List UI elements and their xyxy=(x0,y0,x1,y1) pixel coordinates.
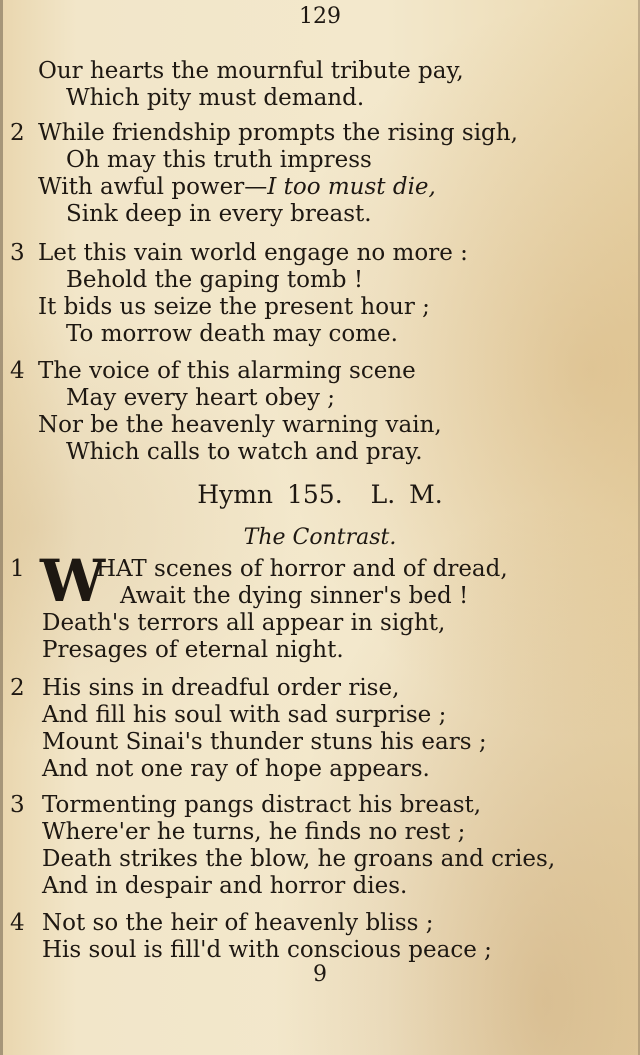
hymn-subtitle: The Contrast. xyxy=(243,525,397,550)
verse-line: Nor be the heavenly warning vain, xyxy=(38,412,442,438)
page-number: 129 xyxy=(299,4,341,29)
verse-line: His soul is fill'd with conscious peace ; xyxy=(42,937,492,963)
stanza-number: 2 xyxy=(10,120,25,146)
verse-line: While friendship prompts the rising sigh, xyxy=(38,120,518,146)
verse-line xyxy=(38,174,436,200)
stanza-number: 3 xyxy=(10,240,25,266)
verse-line: To morrow death may come. xyxy=(66,321,398,347)
verse-line: Let this vain world engage no more : xyxy=(38,240,468,266)
verse-line: Our hearts the mournful tribute pay, xyxy=(38,58,464,84)
hymn-heading xyxy=(0,480,640,509)
stanza-number: 1 xyxy=(10,556,25,582)
verse-line: His sins in dreadful order rise, xyxy=(42,675,400,701)
verse-line: And fill his soul with sad surprise ; xyxy=(42,702,447,728)
verse-line: HAT scenes of horror and of dread, xyxy=(96,556,508,582)
italic-phrase: I too must die, xyxy=(267,174,436,200)
stanza-number: 3 xyxy=(10,792,25,818)
verse-line: Not so the heir of heavenly bliss ; xyxy=(42,910,434,936)
hymn-meter: L. M. xyxy=(370,480,443,509)
verse-line: Tormenting pangs distract his breast, xyxy=(42,792,482,818)
stanza-number: 4 xyxy=(10,358,25,384)
drop-cap: W xyxy=(40,547,106,615)
hymn-label: Hymn 155. xyxy=(197,480,343,509)
verse-line: Sink deep in every breast. xyxy=(66,201,372,227)
stanza-number: 2 xyxy=(10,675,25,701)
verse-line: Death's terrors all appear in sight, xyxy=(42,610,446,636)
verse-line: Behold the gaping tomb ! xyxy=(66,267,364,293)
verse-line: Mount Sinai's thunder stuns his ears ; xyxy=(42,729,487,755)
verse-line: Where'er he turns, he finds no rest ; xyxy=(42,819,466,845)
verse-line: Death strikes the blow, he groans and cries, xyxy=(42,846,556,872)
verse-line: And in despair and horror dies. xyxy=(42,873,408,899)
verse-text: With awful power— xyxy=(38,174,268,200)
verse-line: The voice of this alarming scene xyxy=(38,358,416,384)
verse-line: May every heart obey ; xyxy=(66,385,336,411)
verse-line: Oh may this truth impress xyxy=(66,147,372,173)
verse-line: Which pity must demand. xyxy=(66,85,365,111)
verse-line: It bids us seize the present hour ; xyxy=(38,294,430,320)
verse-line: Presages of eternal night. xyxy=(42,637,344,663)
verse-line: Await the dying sinner's bed ! xyxy=(120,583,469,609)
stanza-number: 4 xyxy=(10,910,25,936)
verse-line: Which calls to watch and pray. xyxy=(66,439,423,465)
verse-line: And not one ray of hope appears. xyxy=(42,756,430,782)
signature-mark: 9 xyxy=(313,962,327,987)
